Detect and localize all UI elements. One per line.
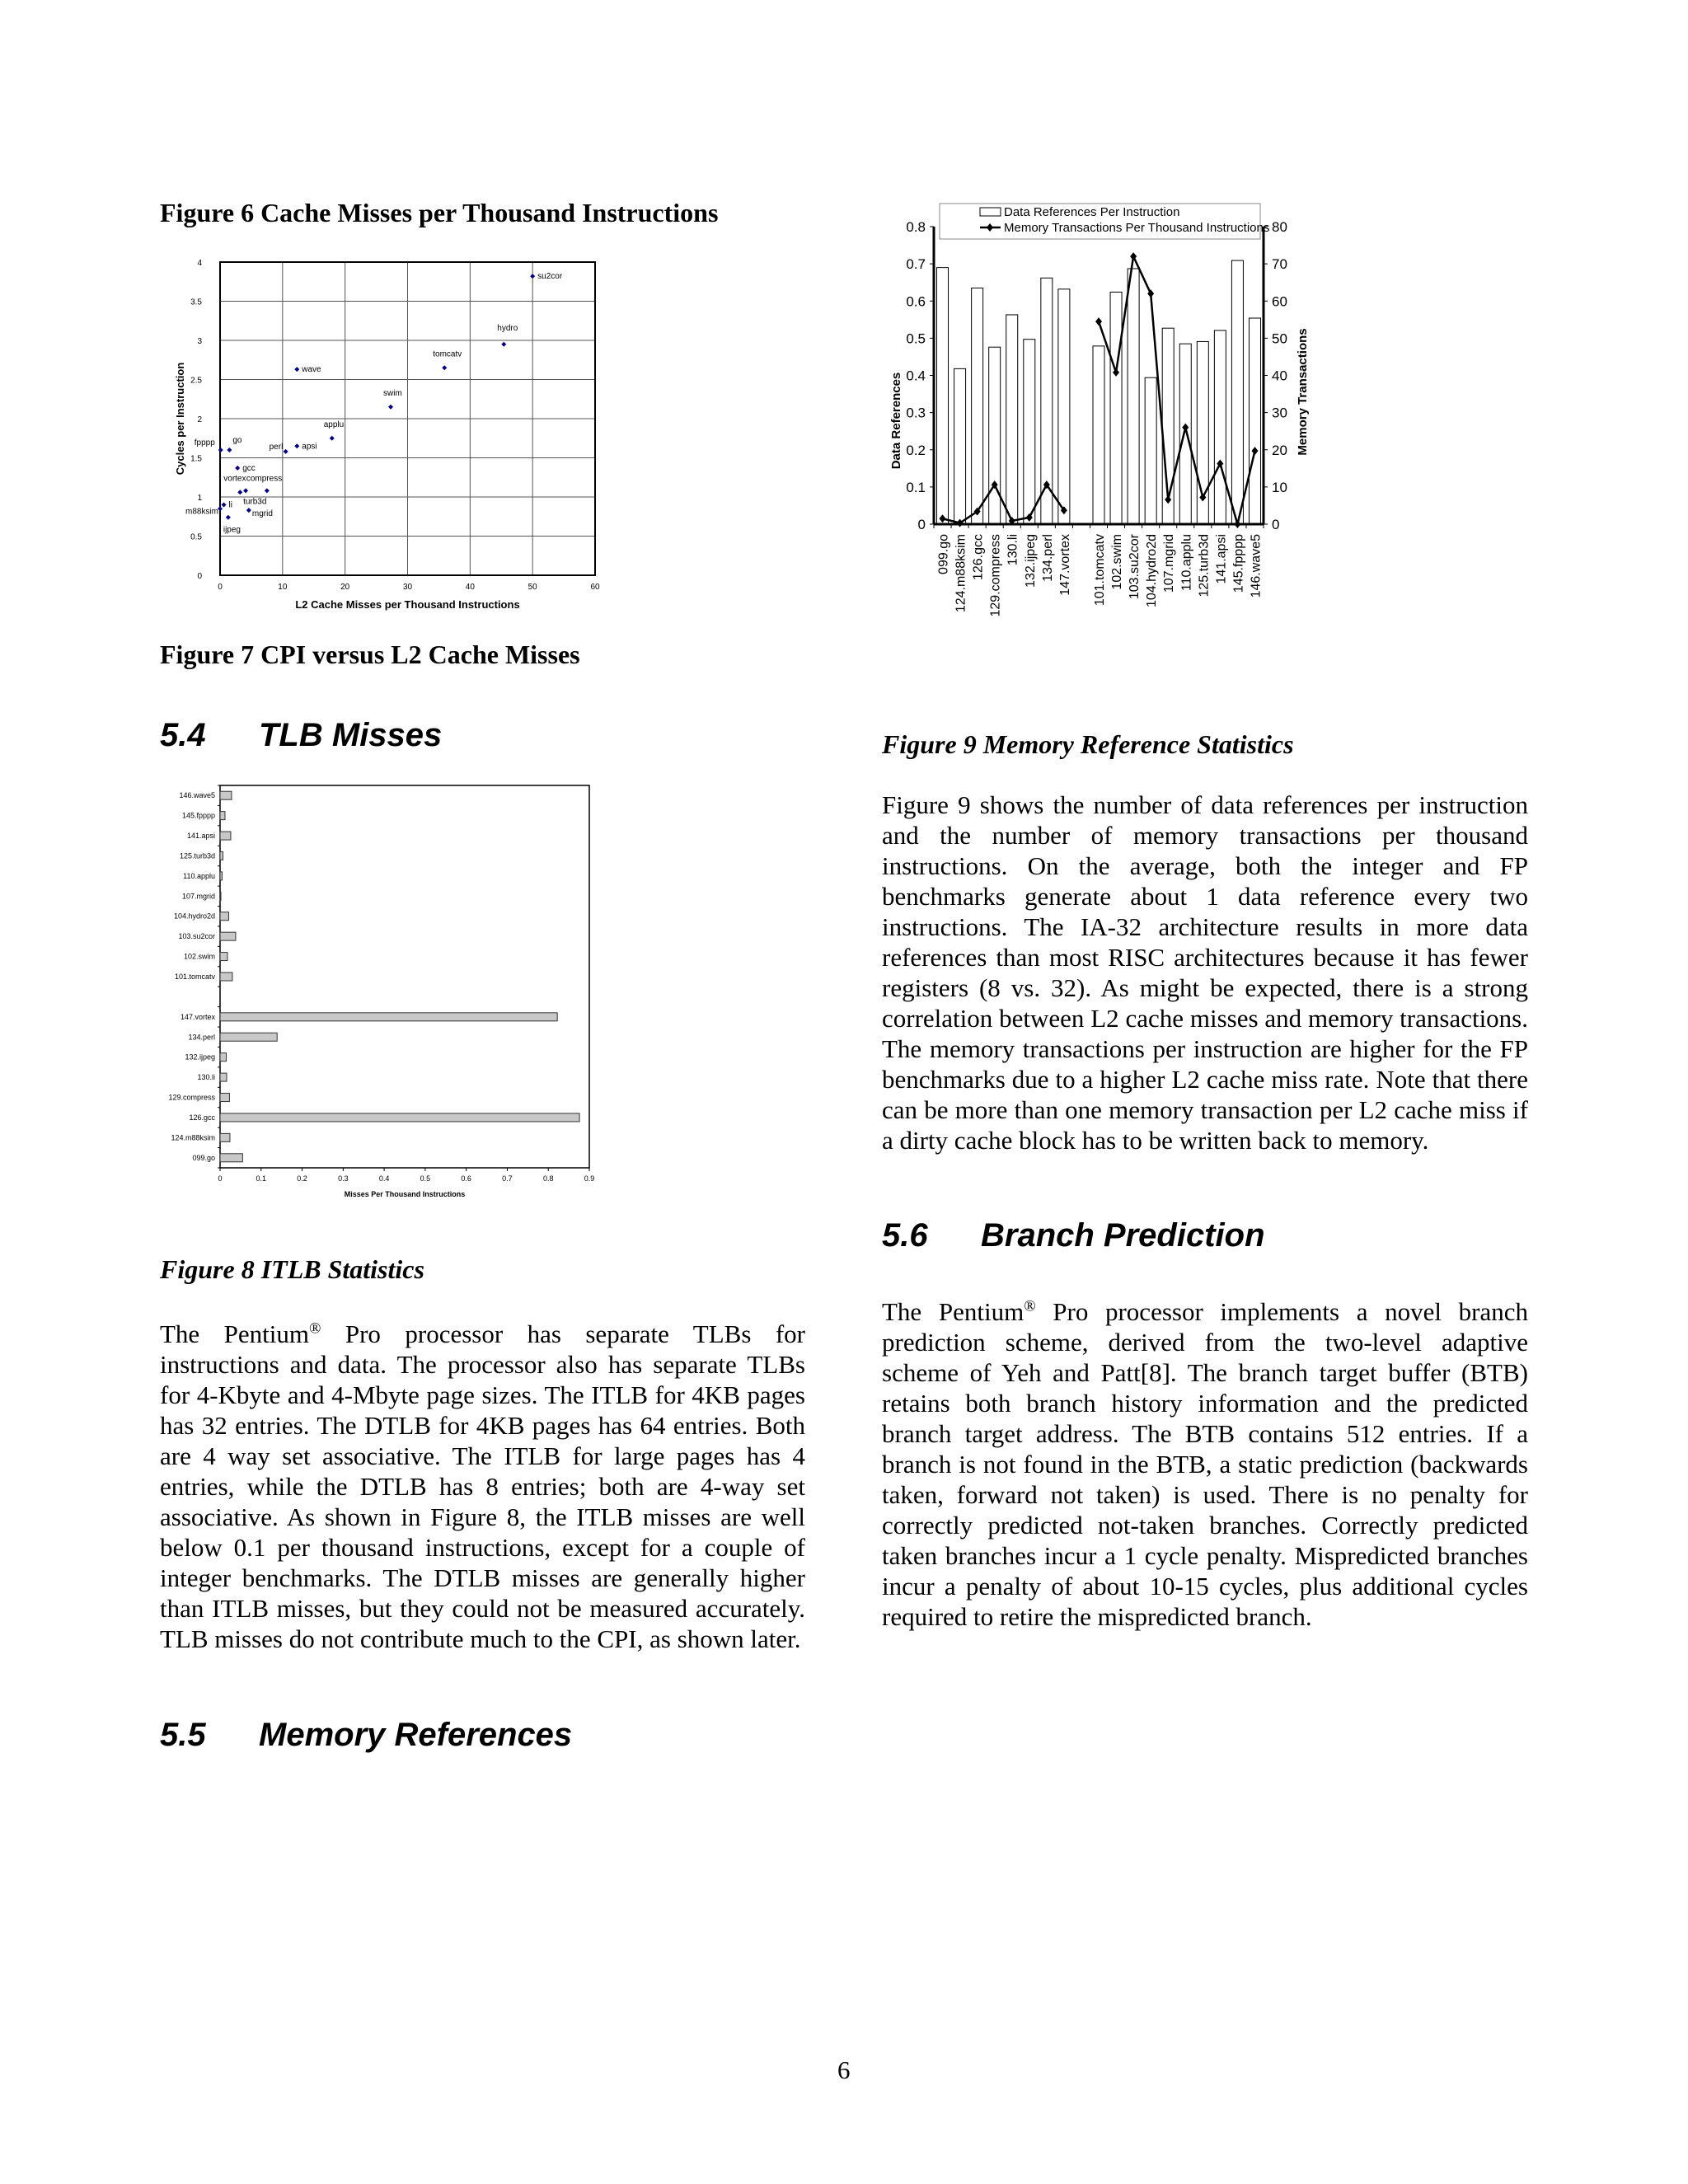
data-point [388,405,393,410]
y2-tick-label: 60 [1272,293,1287,310]
category-label: 126.gcc [189,1113,215,1122]
x-tick-label: 20 [340,583,350,592]
x-tick-label: 50 [528,583,537,592]
category-label: 126.gcc [971,534,986,581]
data-point [222,503,227,508]
itlb-bar [220,972,232,981]
data-reference-bar [1006,315,1018,524]
data-point [218,448,223,452]
point-label: swim [383,388,402,398]
x-tick-label: 40 [465,583,475,592]
itlb-bar-chart [165,775,783,1220]
y-tick-label: 2 [197,415,202,424]
legend-label: Memory Transactions Per Thousand Instructions [1004,221,1270,235]
data-reference-bar [937,268,949,524]
point-label: applu [323,419,345,429]
category-label: 132.ijpeg [1023,534,1038,588]
point-label: apsi [302,442,317,452]
y2-tick-label: 20 [1272,442,1287,458]
x-axis-title: L2 Cache Misses per Thousand Instructions [295,598,520,611]
data-point [530,274,535,279]
data-reference-bar [1128,269,1139,524]
y-tick-label: 0.6 [906,293,926,310]
data-reference-bar [972,288,983,524]
itlb-bar [220,953,227,961]
y-axis-title: Data References [889,372,903,470]
point-label: ijpeg [223,525,241,535]
y2-tick-label: 70 [1272,256,1287,273]
x-tick-label: 0.2 [297,1174,307,1183]
x-tick-label: 0.1 [256,1174,267,1183]
figure-7-caption: Figure 7 CPI versus L2 Cache Misses [160,640,580,669]
category-label: 145.fpppp [1231,534,1246,593]
data-point [227,448,232,452]
section-5-5-heading [160,1717,572,1754]
y-tick-label: 0.1 [906,479,926,495]
category-label: 102.swim [183,952,215,961]
category-label: 132.ijpeg [185,1052,215,1062]
y-tick-label: 0.2 [906,442,926,458]
x-tick-label: 0.7 [502,1174,513,1183]
category-label: 124.m88ksim [954,534,968,613]
itlb-bar [220,892,221,900]
category-label: 107.mgrid [181,892,215,901]
category-label: 124.m88ksim [171,1133,215,1142]
itlb-bar [220,832,231,840]
point-label: m88ksim [185,507,219,517]
section-5-4-heading [160,717,442,754]
figure-6-caption: Figure 6 Cache Misses per Thousand Instructions [160,198,719,227]
x-tick-label: 0 [218,583,223,592]
data-point [442,365,447,370]
x-tick-label: 0.8 [542,1174,554,1183]
point-label: gcc [242,463,256,473]
x-tick-label: 0 [218,1174,223,1183]
y-axis-title: Cycles per Instruction [174,362,186,476]
itlb-bar [220,1053,226,1062]
x-tick-label: 0.4 [378,1174,390,1183]
itlb-bar [220,1133,230,1141]
itlb-bar [220,1094,229,1102]
data-point [246,508,251,513]
point-label: vortex [223,474,246,484]
y2-tick-label: 10 [1272,479,1287,495]
x-axis-title: Misses Per Thousand Instructions [344,1190,466,1198]
category-label: 125.turb3d [1197,534,1212,598]
memory-references-paragraph: Figure 9 shows the number of data references per instruction and the number of memory transactions per thousand instructions. On the average, both the integer and FP benchmarks generate about 1 data reference every two instructions. The IA-32 architecture results in more data references than most RISC architectures because it has fewer registers (8 vs. 32). As might be expected, there is a strong correlation between L2 cache misses and memory transactions. The memory transactions per instruction are higher for the FP benchmarks due to a higher L2 cache miss rate. Note that there can be more than one memory transaction per L2 cache miss if a dirty cache block has to be written back to memory. [882,790,1528,1155]
y-tick-label: 0.5 [906,330,926,347]
data-point [235,466,240,471]
category-label: 146.wave5 [1249,534,1264,598]
text: The Pentium [882,1297,1025,1326]
itlb-bar [220,1013,557,1021]
category-label: 107.mgrid [1162,534,1177,593]
text: Pro processor implements a novel branch prediction scheme, derived from the two-level adaptive scheme of Yeh and Patt[8]. The branch target buffer (BTB) retains both branch history information and the predicted branch target address. The BTB contains 512 entries. If a branch is not found in the BTB, a static prediction (backwards taken, forward not taken) is used. There is no penalty for correctly predicted not-taken branches. Correctly predicted taken branches incur a 1 cycle penalty. Mispredicted branches incur a penalty of about 10-15 cycles, plus additional cycles required to retire the mispredicted branch. [882,1297,1528,1631]
data-point [330,436,335,441]
x-tick-label: 0.3 [338,1174,349,1183]
category-label: 130.li [1006,534,1020,566]
figure-8-caption: Figure 8 ITLB Statistics [160,1254,424,1284]
itlb-bar [220,912,228,921]
y2-tick-label: 0 [1272,517,1280,532]
category-label: 104.hydro2d [173,912,215,921]
x-tick-label: 0.9 [584,1174,595,1183]
section-title: Memory References [259,1717,573,1753]
y-tick-label: 0.3 [906,405,926,421]
category-label: 145.fpppp [181,811,215,820]
memory-transaction-marker [1095,317,1102,326]
point-label: su2cor [537,272,563,282]
y2-tick-label: 30 [1272,405,1287,421]
itlb-bar [220,932,236,940]
category-label: 099.go [936,534,951,574]
data-point [294,367,299,372]
itlb-bar [220,1113,579,1122]
x-tick-label: 10 [278,583,288,592]
data-reference-bar [1024,340,1035,524]
registered-mark: ® [308,1319,321,1338]
itlb-bar [220,812,225,820]
y-tick-label: 0.7 [906,256,926,273]
category-label: 146.wave5 [179,791,215,800]
figure-9-caption: Figure 9 Memory Reference Statistics [882,729,1294,759]
itlb-bar [220,1033,277,1041]
section-title: TLB Misses [259,717,443,753]
category-label: 130.li [197,1073,215,1082]
data-reference-bar [1058,289,1070,524]
data-point [226,515,231,520]
y-tick-label: 3 [197,337,202,346]
section-title: Branch Prediction [981,1217,1265,1254]
data-reference-bar [989,347,1001,524]
category-label: 099.go [192,1153,215,1162]
y-tick-label: 0.5 [190,532,202,542]
category-label: 101.tomcatv [1093,534,1107,607]
category-label: 103.su2cor [1128,534,1142,600]
data-reference-bar [1110,292,1122,524]
cpi-vs-l2-scatter-chart [165,247,742,626]
data-reference-bar [1249,318,1260,524]
itlb-bar [220,791,232,799]
category-label: 147.vortex [1057,534,1072,596]
page-number: 6 [837,2055,851,2084]
y-tick-label: 2.5 [190,376,202,386]
point-label: hydro [497,323,518,333]
point-label: go [232,436,242,445]
registered-mark: ® [1024,1297,1036,1315]
data-reference-bar [1145,377,1156,524]
branch-prediction-paragraph [882,1296,1528,1632]
data-reference-bar [1214,330,1226,524]
category-label: 110.applu [1179,534,1194,592]
category-label: 103.su2cor [178,932,215,941]
data-point [243,488,248,493]
y2-tick-label: 50 [1272,330,1287,347]
x-tick-label: 60 [590,583,600,592]
text: Pro processor has separate TLBs for instructions and data. The processor also has separate TLBs for 4-Kbyte and 4-Mbyte page sizes. The ITLB for 4KB pages has 32 entries. The DTLB for 4KB pages has 64 entries. Both are 4 way set associative. The ITLB for large pages has 4 entries, while the DTLB has 8 entries; both are 4-way set associative. As shown in Figure 8, the ITLB misses are well below 0.1 per thousand instructions, except for a couple of integer benchmarks. The DTLB misses are generally higher than ITLB misses, but they could not be measured accurately. TLB misses do not contribute much to the CPI, as shown later. [160,1319,805,1653]
category-label: 141.apsi [1214,534,1229,584]
data-reference-bar [1179,344,1191,524]
memory-reference-chart [882,198,1475,717]
itlb-bar [220,1154,242,1162]
y-tick-label: 1 [197,494,202,503]
y-tick-label: 1.5 [190,454,202,464]
point-label: wave [302,365,321,375]
category-label: 110.applu [183,871,215,880]
data-reference-bar [1093,346,1104,524]
category-label: 141.apsi [186,832,215,841]
data-point [237,490,242,494]
itlb-bar [220,1073,227,1081]
category-label: 104.hydro2d [1145,534,1160,607]
y-tick-label: 0 [197,572,202,581]
category-label: 129.compress [988,534,1003,617]
category-label: 102.swim [1110,534,1125,590]
section-5-6-heading [882,1217,1265,1254]
point-label: turb3d [243,497,267,507]
category-label: 134.perl [1040,534,1055,582]
y-tick-label: 4 [197,259,202,268]
y-tick-label: 0 [917,517,926,532]
point-label: fpppp [194,438,215,448]
x-tick-label: 0.5 [420,1174,431,1183]
legend-bar-swatch [980,208,1001,216]
point-label: tomcatv [433,349,462,359]
data-reference-bar [1231,260,1243,524]
tlb-paragraph [160,1319,805,1654]
itlb-bar [220,851,223,860]
y2-axis-title: Memory Transactions [1296,328,1310,456]
data-point [265,488,270,493]
section-number: 5.6 [882,1217,928,1254]
y-tick-label: 0.8 [906,219,926,235]
y-tick-label: 0.4 [906,368,926,384]
section-number: 5.5 [160,1717,206,1753]
y2-tick-label: 80 [1272,219,1287,235]
section-number: 5.4 [160,717,206,753]
category-label: 134.perl [188,1033,215,1042]
point-label: li [228,500,233,510]
category-label: 101.tomcatv [174,972,215,981]
category-label: 125.turb3d [179,851,215,860]
data-point [284,449,288,454]
data-reference-bar [954,368,966,524]
point-label: mgrid [251,509,273,519]
plot-area [220,785,589,1168]
x-tick-label: 0.6 [461,1174,471,1183]
data-point [294,443,299,448]
text: The Pentium [160,1319,309,1348]
legend-label: Data References Per Instruction [1004,205,1180,219]
category-label: 129.compress [168,1093,215,1102]
point-label: perl [269,442,284,452]
category-label: 147.vortex [180,1012,215,1021]
y2-tick-label: 40 [1272,368,1287,384]
x-tick-label: 30 [402,583,413,592]
data-point [501,342,506,347]
y-tick-label: 3.5 [190,298,202,307]
itlb-bar [220,872,222,880]
point-label: compress [246,474,283,484]
